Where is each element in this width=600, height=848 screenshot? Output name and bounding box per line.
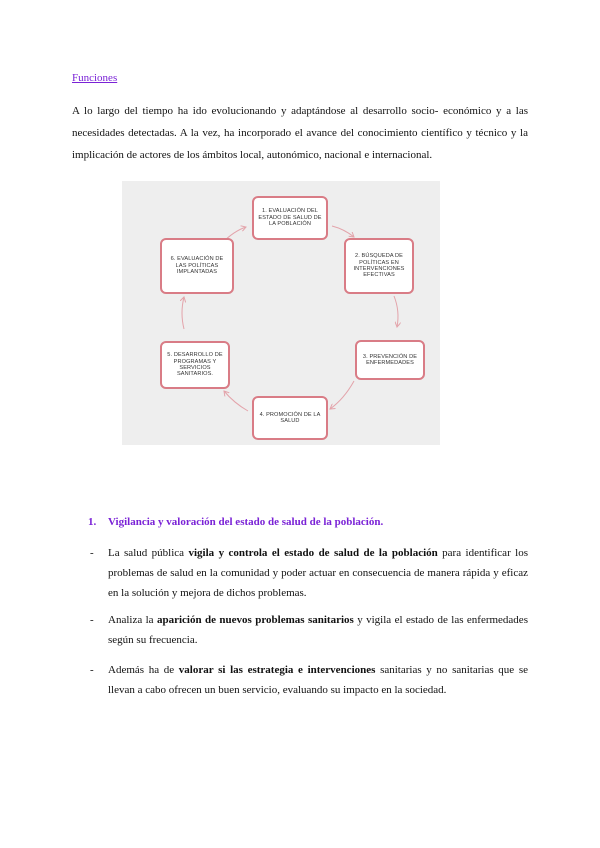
cycle-node-5: 5. DESARROLLO DE PROGRAMAS Y SERVICIOS SANITARIOS. (160, 341, 230, 389)
arrow-1-to-2 (332, 226, 354, 237)
section-title-link[interactable]: Funciones (72, 72, 118, 84)
heading-text: Vigilancia y valoración del estado de salud de la población. (108, 516, 384, 528)
bullet-dash: - (90, 664, 94, 676)
arrow-5-to-6 (182, 297, 184, 329)
bullet-item-1 (90, 543, 528, 603)
heading-number: 1. (88, 516, 97, 528)
cycle-node-3: 3. PREVENCIÓN DE ENFERMEDADES (355, 340, 425, 380)
bullet-text: La salud pública vigila y controla el estado de salud de la población para identificar los problemas de salud en la comunidad y poder actuar en consecuencia de manera rápida y eficaz en la solución y mejora de dichos problemas. (108, 547, 528, 599)
bullet-text: Analiza la aparición de nuevos problemas sanitarios y vigila el estado de las enfermedades según su frecuencia. (108, 614, 528, 646)
heading-vigilancia (88, 516, 383, 528)
cycle-node-2: 2. BÚSQUEDA DE POLÍTICAS EN INTERVENCIONES EFECTIVAS (344, 238, 414, 294)
bullet-dash: - (90, 547, 94, 559)
bullet-text: Además ha de valorar si las estrategia e intervenciones sanitarias y no sanitarias que se llevan a cabo ofrecen un buen servicio, evaluando su impacto en la sociedad. (108, 664, 528, 696)
cycle-node-6: 6. EVALUACIÓN DE LAS POLÍTICAS IMPLANTADAS (160, 238, 234, 294)
bullet-dash: - (90, 614, 94, 626)
bullet-item-3 (90, 660, 528, 700)
arrow-2-to-3 (394, 296, 398, 327)
bullet-item-2 (90, 610, 528, 650)
arrow-4-to-5 (224, 391, 248, 411)
public-health-cycle-diagram (122, 181, 440, 445)
cycle-node-4: 4. PROMOCIÓN DE LA SALUD (252, 396, 328, 440)
arrow-3-to-4 (330, 381, 354, 409)
intro-paragraph: A lo largo del tiempo ha ido evolucionando y adaptándose al desarrollo socio- económico y a las necesidades detectadas. A la vez, ha incorporado el avance del conocimiento científico y técnico y la implicación de actores de los ámbitos local, autonómico, nacional e internacional. (72, 105, 528, 161)
cycle-node-1: 1. EVALUACIÓN DEL ESTADO DE SALUD DE LA POBLACIÓN (252, 196, 328, 240)
